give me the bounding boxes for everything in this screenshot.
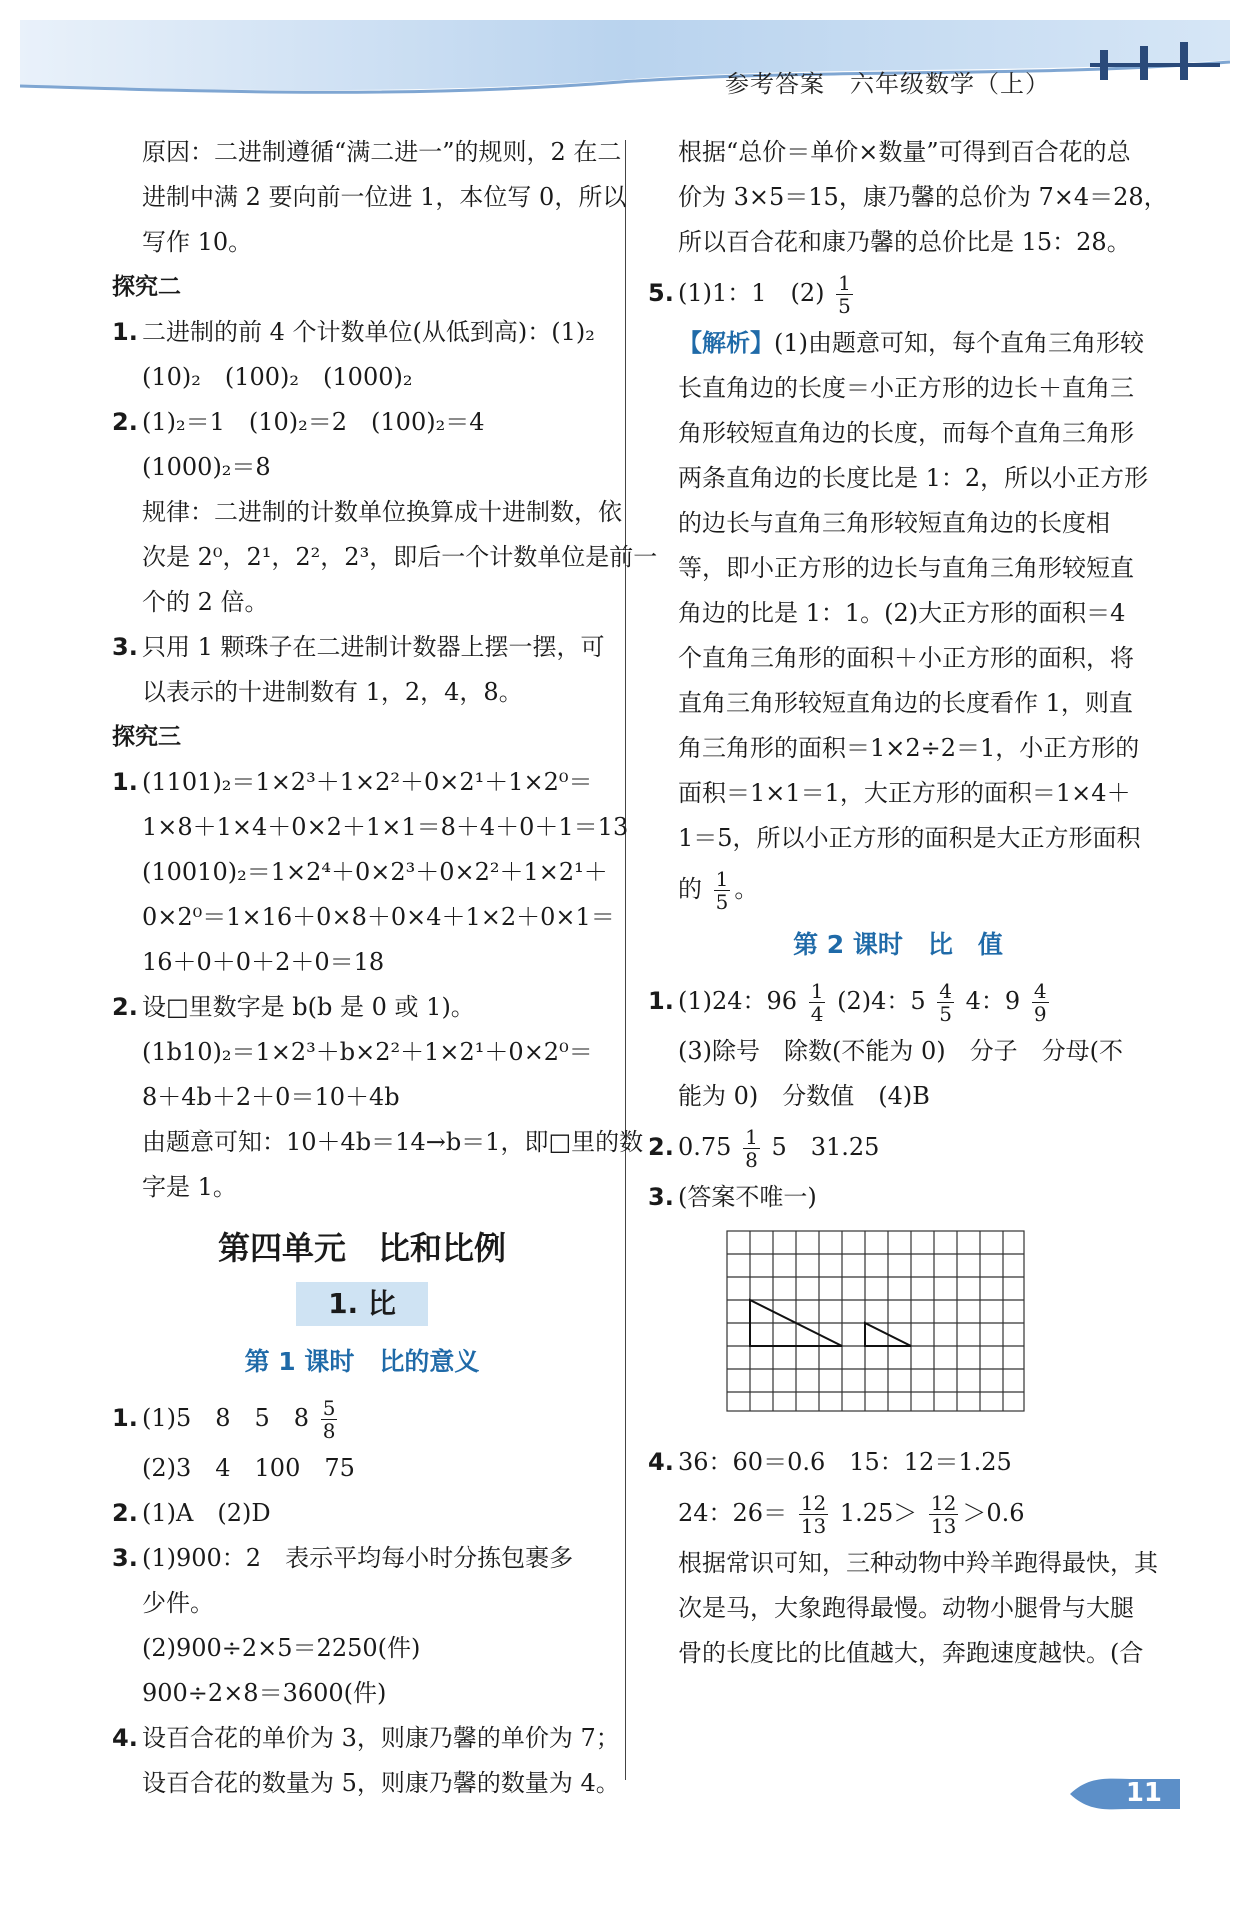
fraction: $\frac{12}{13}$ xyxy=(800,1491,827,1538)
analysis-text: 直角三角形较短直角边的长度看作 1，则直 xyxy=(678,689,1133,717)
answer-text: 设百合花的数量为 5，则康乃馨的数量为 4。 xyxy=(142,1769,620,1797)
answer-text: (10)₂ (100)₂ (1000)₂ xyxy=(142,363,413,391)
answer-text: 所以百合花和康乃馨的总价比是 15：28。 xyxy=(678,228,1131,256)
question-number: 4. xyxy=(112,1724,138,1752)
answer-text: 由题意可知：10＋4b＝14→b＝1，即□里的数 xyxy=(142,1128,644,1156)
answer-text: 个的 2 倍。 xyxy=(142,588,269,616)
answer-text: 二进制的前 4 个计数单位(从低到高)：(1)₂ xyxy=(142,318,595,346)
section-heading: 探究二 xyxy=(112,274,181,300)
answer-text: (2)3 4 100 75 xyxy=(142,1454,355,1482)
section-heading: 探究三 xyxy=(112,724,181,750)
answer-text: 900÷2×8＝3600(件) xyxy=(142,1679,387,1707)
question-number: 3. xyxy=(648,1183,674,1211)
question-number: 4. xyxy=(648,1448,674,1476)
answer-text: 36：60＝0.6 15：12＝1.25 xyxy=(678,1448,1012,1476)
question-number: 1. xyxy=(648,987,674,1015)
analysis-text: 1＝5，所以小正方形的面积是大正方形面积 xyxy=(678,824,1141,852)
answer-text: (10010)₂＝1×2⁴＋0×2³＋0×2²＋1×2¹＋ xyxy=(142,858,608,886)
analysis-text: 两条直角边的长度比是 1：2，所以小正方形 xyxy=(678,464,1149,492)
grid-figure xyxy=(726,1230,1148,1430)
answer-text: 4：9 xyxy=(965,987,1021,1015)
answer-text: 0×2⁰＝1×16＋0×8＋0×4＋1×2＋0×1＝ xyxy=(142,903,615,931)
text-line: 进制中满 2 要向前一位进 1，本位写 0，所以 xyxy=(142,183,627,211)
question-number: 1. xyxy=(112,318,138,346)
answer-text: 字是 1。 xyxy=(142,1173,237,1201)
answer-text: 次是 2⁰，2¹，2²，2³，即后一个计数单位是前一 xyxy=(142,543,658,571)
analysis-text: 长直角边的长度＝小正方形的边长＋直角三 xyxy=(678,374,1134,402)
answer-text: (1)24：96 xyxy=(678,987,798,1015)
period-title: 第 2 课时 比 值 xyxy=(793,930,1003,959)
analysis-text: 角边的比是 1：1。(2)大正方形的面积＝4 xyxy=(678,599,1126,627)
answer-text: (2)900÷2×5＝2250(件) xyxy=(142,1634,421,1662)
answer-text: 0.75 xyxy=(678,1133,732,1161)
fraction: $\frac{5}{8}$ xyxy=(322,1396,336,1443)
answer-text: 16＋0＋0＋2＋0＝18 xyxy=(142,948,385,976)
fraction: $\frac{1}{8}$ xyxy=(745,1125,758,1172)
lesson-title-box xyxy=(112,1282,612,1328)
answer-text: 只用 1 颗珠子在二进制计数器上摆一摆，可 xyxy=(142,633,605,661)
answer-text: (2)4：5 xyxy=(837,987,926,1015)
grid-with-triangles xyxy=(726,1230,1026,1415)
analysis-text: 。 xyxy=(734,875,759,903)
answer-text: 24：26＝ xyxy=(678,1499,788,1527)
answer-text: 根据常识可知，三种动物中羚羊跑得最快，其 xyxy=(678,1549,1158,1577)
answer-text: 设□里数字是 b(b 是 0 或 1)。 xyxy=(142,993,475,1021)
answer-text: (1b10)₂＝1×2³＋b×2²＋1×2¹＋0×2⁰＝ xyxy=(142,1038,593,1066)
period-title: 第 1 课时 比的意义 xyxy=(244,1347,480,1376)
question-number: 5. xyxy=(648,279,674,307)
answer-text: 根据“总价＝单价×数量”可得到百合花的总 xyxy=(678,138,1131,166)
answer-text: 8＋4b＋2＋0＝10＋4b xyxy=(142,1083,400,1111)
unit-title: 第四单元 比和比例 xyxy=(217,1229,506,1267)
answer-text: 5 31.25 xyxy=(771,1133,880,1161)
answer-text: 1×8＋1×4＋0×2＋1×1＝8＋4＋0＋1＝13 xyxy=(142,813,629,841)
question-number: 3. xyxy=(112,1544,138,1572)
right-column xyxy=(648,130,1168,1676)
analysis-text: 角形较短直角边的长度，而每个直角三角形 xyxy=(678,419,1134,447)
answer-text: (1)₂＝1 (10)₂＝2 (100)₂＝4 xyxy=(142,408,485,436)
answer-text: 次是马，大象跑得最慢。动物小腿骨与大腿 xyxy=(678,1594,1134,1622)
answer-text: (3)除号 除数(不能为 0) 分子 分母(不 xyxy=(678,1037,1123,1065)
header-title: 参考答案 六年级数学（上） xyxy=(725,70,1050,98)
answer-text: 少件。 xyxy=(142,1589,214,1617)
question-number: 1. xyxy=(112,768,138,796)
answer-text: ＞0.6 xyxy=(962,1499,1025,1527)
question-number: 1. xyxy=(112,1404,138,1432)
answer-text: 1.25＞ xyxy=(839,1499,918,1527)
answer-text: 价为 3×5＝15，康乃馨的总价为 7×4＝28， xyxy=(678,183,1168,211)
lesson-title: 1. 比 xyxy=(296,1282,428,1326)
question-number: 2. xyxy=(112,993,138,1021)
analysis-text: 的 xyxy=(678,875,702,903)
fraction: $\frac{4}{5}$ xyxy=(939,979,953,1026)
text-line: 写作 10。 xyxy=(142,228,253,256)
fraction: $\frac{4}{9}$ xyxy=(1033,979,1047,1026)
question-number: 3. xyxy=(112,633,138,661)
fraction: $\frac{1}{4}$ xyxy=(810,979,824,1026)
analysis-text: 角三角形的面积＝1×2÷2＝1，小正方形的 xyxy=(678,734,1140,762)
answer-text: (1)900：2 表示平均每小时分拣包裹多 xyxy=(142,1544,574,1572)
page-number: 11 xyxy=(1125,1778,1162,1808)
left-column xyxy=(112,130,658,1806)
answer-text: (1)A (2)D xyxy=(142,1499,271,1527)
analysis-text: 的边长与直角三角形较短直角边的长度相 xyxy=(678,509,1110,537)
answer-text: 规律：二进制的计数单位换算成十进制数，依 xyxy=(142,498,622,526)
column-divider xyxy=(625,140,626,1780)
answer-text: (1000)₂＝8 xyxy=(142,453,271,481)
answer-text: (1)5 8 5 8 xyxy=(142,1404,310,1432)
analysis-tag: 【解析】 xyxy=(678,329,774,357)
answer-text: 设百合花的单价为 3，则康乃馨的单价为 7； xyxy=(142,1724,620,1752)
answer-text: 骨的长度比的比值越大，奔跑速度越快。(合 xyxy=(678,1639,1144,1667)
question-number: 2. xyxy=(112,408,138,436)
fraction: $\frac{12}{13}$ xyxy=(930,1491,957,1538)
answer-text: (答案不唯一) xyxy=(678,1183,817,1211)
answer-text: (1)1：1 (2) xyxy=(678,279,825,307)
answer-text: 以表示的十进制数有 1，2，4，8。 xyxy=(142,678,523,706)
analysis-text: 等，即小正方形的边长与直角三角形较短直 xyxy=(678,554,1134,582)
analysis-text: 个直角三角形的面积＋小正方形的面积，将 xyxy=(678,644,1134,672)
fraction: $\frac{1}{5}$ xyxy=(715,867,729,914)
analysis-text: 面积＝1×1＝1，大正方形的面积＝1×4＋ xyxy=(678,779,1131,807)
question-number: 2. xyxy=(648,1133,674,1161)
analysis-text: (1)由题意可知，每个直角三角形较 xyxy=(774,329,1144,357)
answer-text: (1101)₂＝1×2³＋1×2²＋0×2¹＋1×2⁰＝ xyxy=(142,768,593,796)
fraction: $\frac{1}{5}$ xyxy=(838,271,851,318)
question-number: 2. xyxy=(112,1499,138,1527)
answer-text: 能为 0) 分数值 (4)B xyxy=(678,1082,930,1110)
text-line: 原因：二进制遵循“满二进一”的规则，2 在二 xyxy=(142,138,622,166)
